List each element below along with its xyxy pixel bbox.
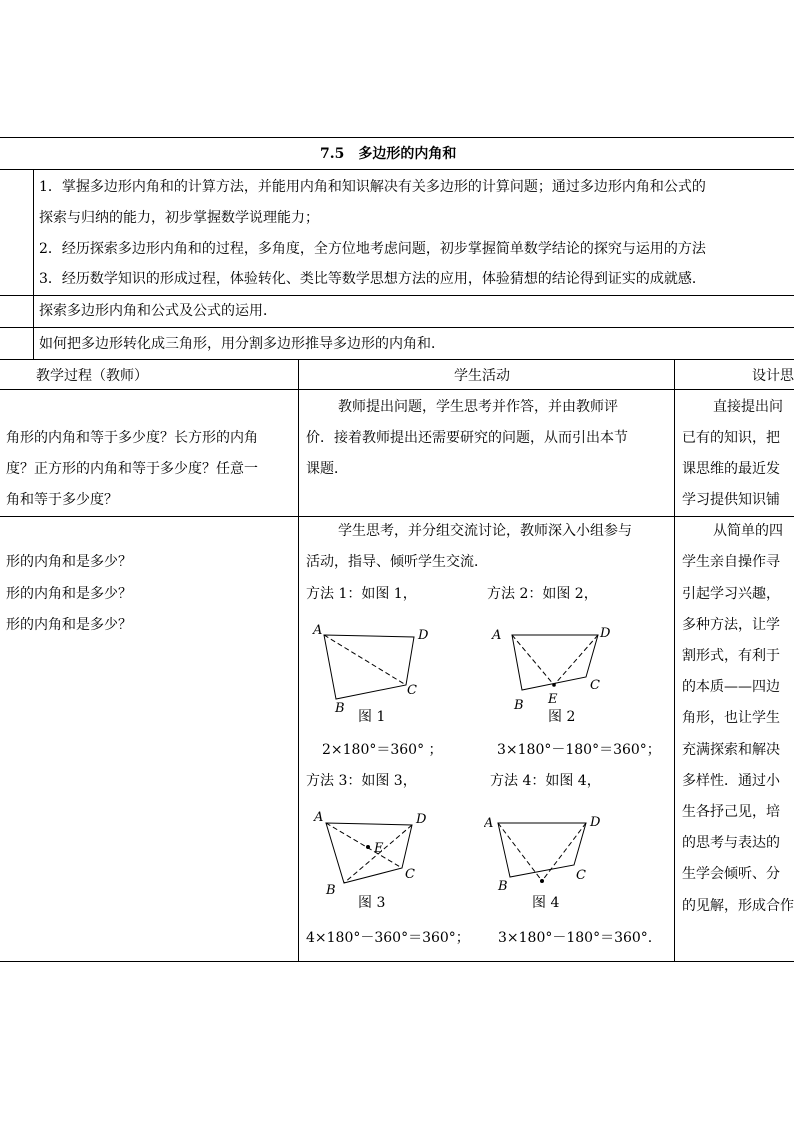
fig2-label-a: A xyxy=(492,628,502,643)
table-top-border xyxy=(0,137,794,138)
figure-2-caption: 图 2 xyxy=(548,709,576,725)
col-divider-label xyxy=(33,169,34,359)
method-2-formula: 3×180°－180°＝360°； xyxy=(497,742,661,758)
row2-design-line-13: 的见解，形成合作 xyxy=(682,898,794,914)
fig4-label-c: C xyxy=(576,868,586,883)
method-2-label: 方法 2：如图 2， xyxy=(487,586,598,602)
row2-design-line-1: 从简单的四 xyxy=(713,523,783,539)
row2-student-intro-1: 学生思考，并分组交流讨论，教师深入小组参与 xyxy=(338,523,632,539)
figure-3-caption: 图 3 xyxy=(358,895,386,911)
objective-line-1: 1．掌握多边形内角和的计算方法，并能用内角和知识解决有关多边形的计算问题；通过多边形内角和公式的 xyxy=(39,179,706,195)
method-4-label: 方法 4：如图 4， xyxy=(490,773,601,789)
row1-teacher-line-3: 角和等于多少度？ xyxy=(6,492,118,508)
fig3-label-a: A xyxy=(314,810,324,825)
objective-line-3: 2．经历探索多边形内角和的过程，多角度，全方位地考虑问题，初步掌握简单数学结论的探究与运用的方法 xyxy=(39,241,706,257)
row2-design-line-9: 多样性．通过小 xyxy=(682,773,780,789)
col-divider-design xyxy=(674,359,675,961)
col-divider-student xyxy=(298,359,299,961)
fig4-label-b: B xyxy=(498,879,508,894)
row2-design-line-3: 引起学习兴趣， xyxy=(682,586,780,602)
row2-design-line-10: 生各抒己见，培 xyxy=(682,804,780,820)
page-title: 7.5 多边形的内角和 xyxy=(320,146,457,162)
fig3-label-d: D xyxy=(416,812,427,827)
column-header-teacher: 教学过程（教师） xyxy=(36,368,148,384)
method-4-formula: 3×180°－180°＝360°. xyxy=(498,930,653,946)
row1-teacher-line-1: 角形的内角和等于多少度？长方形的内角 xyxy=(6,430,258,446)
row2-teacher-line-2: 形的内角和是多少？ xyxy=(6,586,132,602)
objective-line-2: 探索与归纳的能力，初步掌握数学说理能力； xyxy=(39,210,319,226)
figure-1-caption: 图 1 xyxy=(358,709,386,725)
table-bottom-border xyxy=(0,961,794,962)
fig2-label-d: D xyxy=(600,626,611,641)
row2-design-line-8: 充满探索和解决 xyxy=(682,742,780,758)
fig2-label-b: B xyxy=(514,698,524,713)
row2-teacher-line-1: 形的内角和是多少？ xyxy=(6,554,132,570)
method-1-label: 方法 1：如图 1， xyxy=(306,586,417,602)
row1-design-line-1: 直接提出问 xyxy=(713,399,783,415)
fig1-label-c: C xyxy=(407,683,417,698)
fig1-label-b: B xyxy=(335,701,345,715)
fig1-label-a: A xyxy=(313,623,323,638)
row2-design-line-12: 生学会倾听、分 xyxy=(682,866,780,882)
row-divider-title xyxy=(0,169,794,170)
fig2-label-e: E xyxy=(548,692,558,707)
column-header-student: 学生活动 xyxy=(454,368,510,384)
row2-student-intro-2: 活动，指导、倾听学生交流． xyxy=(306,554,488,570)
row-divider-keypoint xyxy=(0,327,794,328)
method-3-formula: 4×180°－360°＝360°； xyxy=(306,930,470,946)
key-point-text: 探索多边形内角和公式及公式的运用． xyxy=(39,303,277,319)
fig3-label-b: B xyxy=(326,883,336,897)
method-3-label: 方法 3：如图 3， xyxy=(306,773,417,789)
fig1-label-d: D xyxy=(418,628,429,643)
row2-design-line-11: 的思考与表达的 xyxy=(682,835,780,851)
row2-design-line-5: 割形式，有利于 xyxy=(682,648,780,664)
row1-teacher-line-2: 度？正方形的内角和等于多少度？任意一 xyxy=(6,461,258,477)
row2-design-line-2: 学生亲自操作寻 xyxy=(682,554,780,570)
row1-design-line-3: 课思维的最近发 xyxy=(682,461,780,477)
difficulty-text: 如何把多边形转化成三角形，用分割多边形推导多边形的内角和． xyxy=(39,336,445,352)
row2-teacher-line-3: 形的内角和是多少？ xyxy=(6,617,132,633)
row1-student-line-1: 教师提出问题，学生思考并作答，并由教师评 xyxy=(338,399,618,415)
row1-student-line-2: 价．接着教师提出还需要研究的问题，从而引出本节 xyxy=(306,430,628,446)
row2-design-line-4: 多种方法，让学 xyxy=(682,617,780,633)
method-1-formula: 2×180°＝360° ； xyxy=(322,742,443,758)
fig2-label-c: C xyxy=(590,678,600,693)
figure-4-diagram xyxy=(484,805,624,897)
objective-line-4: 3．经历数学知识的形成过程，体验转化、类比等数学思想方法的应用，体验猜想的结论得到证实的成就感． xyxy=(39,271,706,287)
column-header-design: 设计思 xyxy=(752,368,794,384)
row-divider-objectives xyxy=(0,295,794,296)
figure-2-diagram xyxy=(484,615,624,715)
fig4-label-a: A xyxy=(484,816,494,831)
figure-4-caption: 图 4 xyxy=(532,895,560,911)
fig4-label-d: D xyxy=(590,815,601,830)
figure-1-diagram xyxy=(306,615,436,715)
figure-3-diagram xyxy=(306,805,436,897)
fig3-label-e: E xyxy=(374,841,384,856)
row1-design-line-4: 学习提供知识铺 xyxy=(682,492,780,508)
row1-student-line-3: 课题． xyxy=(306,461,348,477)
row2-design-line-6: 的本质——四边 xyxy=(682,679,780,695)
fig3-label-c: C xyxy=(405,867,415,882)
row2-design-line-7: 角形，也让学生 xyxy=(682,710,780,726)
row1-design-line-2: 已有的知识，把 xyxy=(682,430,780,446)
